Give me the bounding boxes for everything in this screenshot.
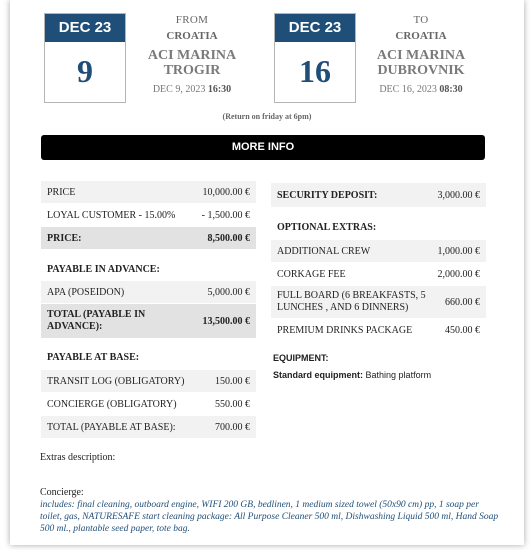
transit-log-row [41, 370, 256, 392]
standard-equipment-value: Bathing platform [365, 370, 432, 380]
from-calendar-icon [44, 13, 126, 103]
concierge-row [41, 393, 256, 415]
equipment-line [273, 370, 431, 380]
to-calendar-icon [274, 13, 356, 103]
loyal-customer-row [41, 204, 256, 226]
total-price-label: PRICE: [47, 232, 82, 244]
concierge-row-label: CONCIERGE (OBLIGATORY) [47, 398, 177, 410]
to-label: TO [413, 14, 429, 26]
total-advance-value: 13,500.00 € [202, 315, 250, 327]
extra-label: ADDITIONAL CREW [277, 245, 371, 257]
security-deposit-row [271, 183, 486, 207]
payable-at-base-heading: PAYABLE AT BASE: [47, 352, 140, 363]
to-date: DEC 16, 2023 [379, 84, 437, 95]
total-advance-row [41, 304, 256, 338]
payable-in-advance-heading: PAYABLE IN ADVANCE: [47, 264, 160, 275]
total-base-value: 700.00 € [215, 421, 250, 433]
extra-value: 450.00 € [445, 324, 480, 336]
extra-additional-crew-row [271, 240, 486, 262]
loyal-customer-value: - 1,500.00 € [201, 209, 250, 221]
booking-summary-card [10, 0, 524, 545]
apa-value: 5,000.00 € [207, 286, 250, 298]
equipment-heading: EQUIPMENT: [273, 353, 329, 363]
concierge-row-value: 550.00 € [215, 398, 250, 410]
from-datetime [132, 84, 252, 95]
to-marina-line2: DUBROVNIK [377, 63, 465, 78]
from-marina-line1: ACI MARINA [147, 48, 237, 63]
price-label: PRICE [47, 186, 76, 198]
extra-premium-drinks-row [271, 319, 486, 341]
to-marina-line1: ACI MARINA [376, 48, 466, 63]
total-price-row [41, 227, 256, 249]
extra-full-board-row [271, 286, 486, 318]
price-row [41, 181, 256, 203]
return-note: (Return on friday at 6pm) [222, 112, 312, 121]
total-advance-label: TOTAL (PAYABLE IN ADVANCE): [47, 309, 146, 332]
price-value: 10,000.00 € [202, 186, 250, 198]
optional-extras-heading: OPTIONAL EXTRAS: [277, 222, 377, 233]
extra-label: FULL BOARD (6 BREAKFASTS, 5 LUNCHES , AND 6 DINNERS) [277, 290, 426, 313]
extra-label: CORKAGE FEE [277, 268, 346, 280]
loyal-customer-label: LOYAL CUSTOMER - 15.00% [47, 209, 176, 221]
from-location [132, 14, 252, 95]
extra-value: 660.00 € [445, 296, 480, 308]
to-datetime [361, 84, 481, 95]
security-deposit-label: SECURITY DEPOSIT: [277, 189, 378, 201]
from-month: DEC 23 [45, 14, 125, 42]
total-base-label: TOTAL (PAYABLE AT BASE): [47, 421, 176, 433]
transit-log-value: 150.00 € [215, 375, 250, 387]
apa-row [41, 281, 256, 303]
transit-log-label: TRANSIT LOG (OBLIGATORY) [47, 375, 185, 387]
to-month: DEC 23 [275, 14, 355, 42]
from-day: 9 [77, 53, 93, 89]
to-day: 16 [299, 53, 331, 89]
concierge-label: Concierge: [40, 487, 84, 498]
extras-description-label: Extras description: [40, 452, 116, 463]
to-location [361, 14, 481, 95]
from-country: CROATIA [166, 30, 218, 42]
from-date: DEC 9, 2023 [152, 84, 206, 95]
more-info-button[interactable]: MORE INFO [41, 135, 485, 160]
apa-label: APA (POSEIDON) [47, 286, 125, 298]
from-marina-line2: TROGIR [163, 63, 221, 78]
to-time: 08:30 [439, 84, 463, 95]
extra-label: PREMIUM DRINKS PACKAGE [277, 324, 413, 336]
standard-equipment-label: Standard equipment: [273, 370, 364, 380]
concierge-description: includes: final cleaning, outboard engine, WIFI 200 GB, bedlinen, 1 medium sized towel (50x90 cm) pp, 1 soap per toilet, gas, NATURESAFE start cleaning package: All Purpose Cleaner 500 ml, Dishwashing Liquid 500 ml, Hand Soap 500 ml., plantable seed paper, tote bag. [40, 500, 499, 534]
to-country: CROATIA [395, 30, 447, 42]
security-deposit-value: 3,000.00 € [437, 189, 480, 201]
extra-value: 1,000.00 € [437, 245, 480, 257]
extra-corkage-row [271, 263, 486, 285]
total-price-value: 8,500.00 € [207, 232, 250, 244]
from-time: 16:30 [207, 84, 232, 95]
from-label: FROM [175, 14, 209, 26]
extra-value: 2,000.00 € [437, 268, 480, 280]
total-base-row [41, 416, 256, 438]
